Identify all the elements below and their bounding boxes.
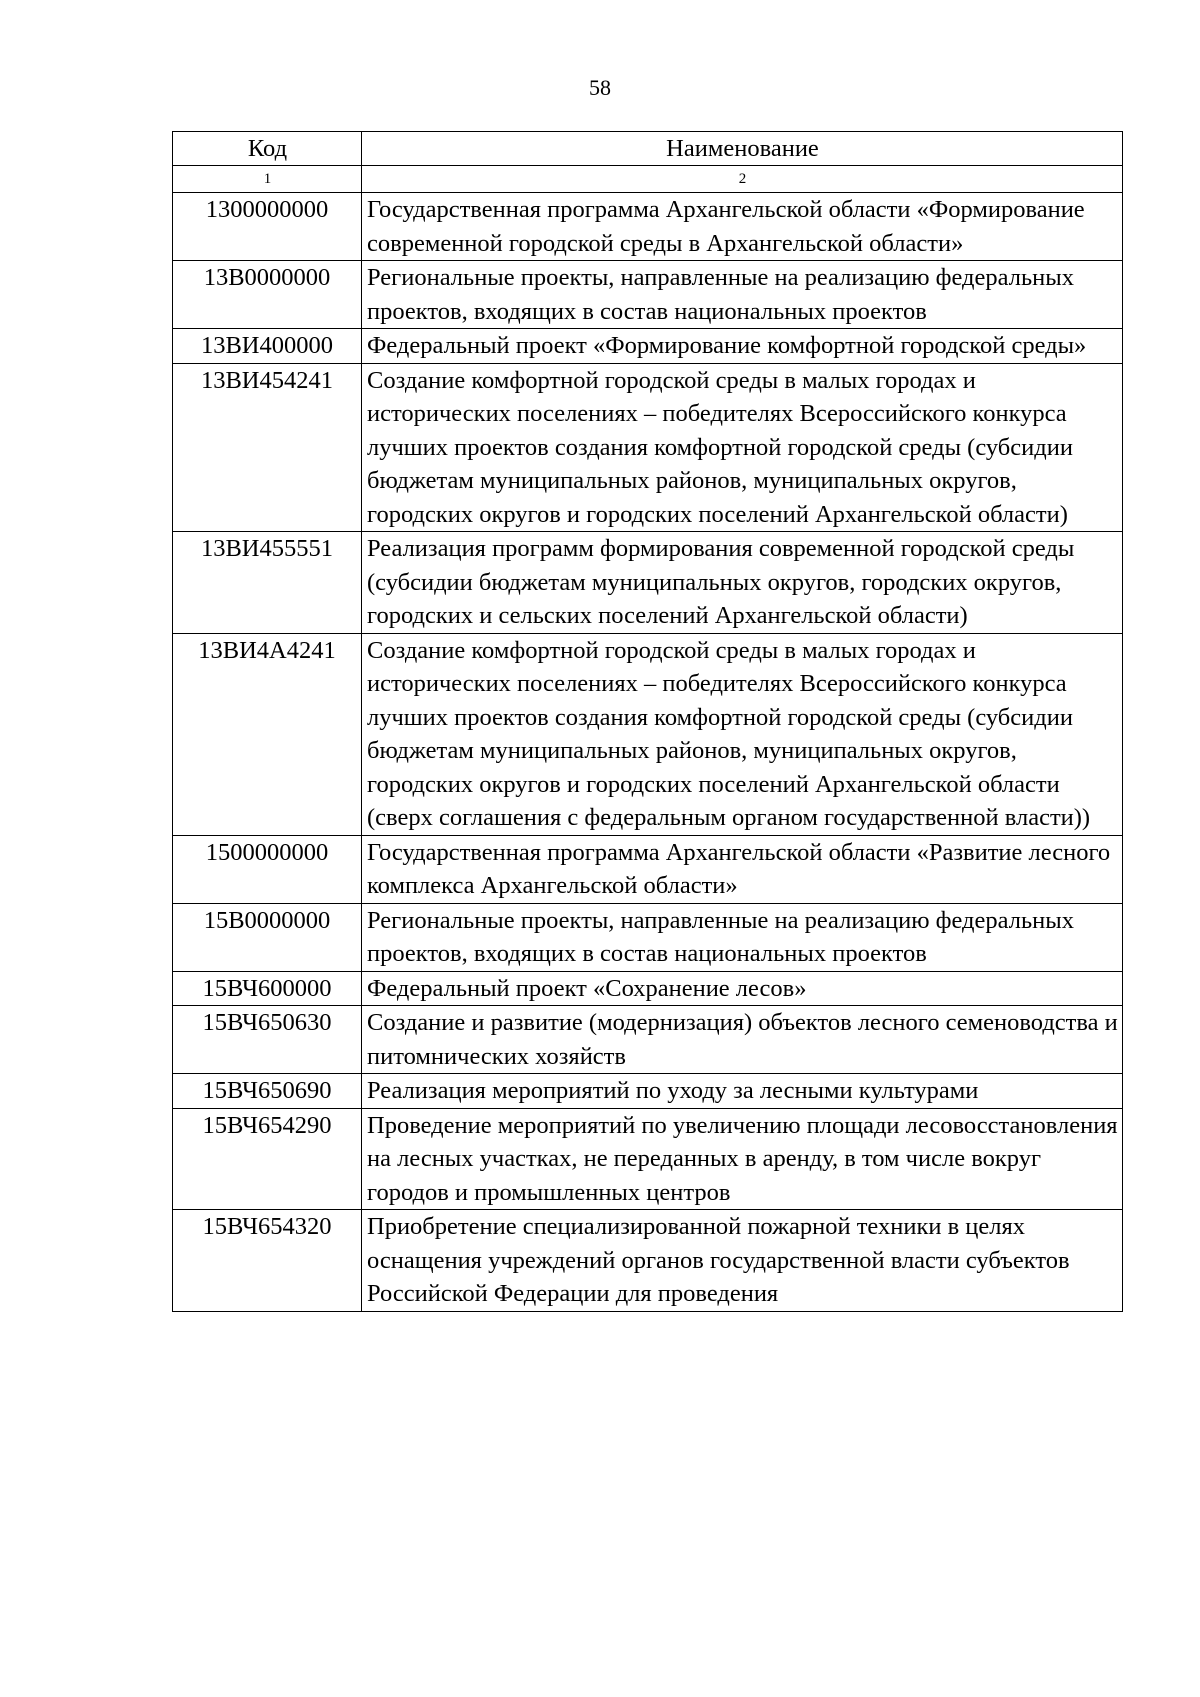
budget-code-table	[172, 131, 1123, 1312]
column-number-name: 2	[362, 166, 1123, 193]
column-number-code: 1	[173, 166, 362, 193]
row-name: Создание и развитие (модернизация) объектов лесного семеноводства и питомнических хозяйств	[362, 1006, 1123, 1074]
table-row	[173, 193, 1123, 261]
table-row	[173, 363, 1123, 532]
table-row	[173, 835, 1123, 903]
row-name: Государственная программа Архангельской области «Развитие лесного комплекса Архангельской области»	[362, 835, 1123, 903]
header-code: Код	[173, 132, 362, 166]
row-code: 13В0000000	[173, 261, 362, 329]
table-row	[173, 329, 1123, 364]
column-number-row	[173, 166, 1123, 193]
page-number: 58	[589, 75, 611, 100]
table-header-row	[173, 132, 1123, 166]
row-name: Проведение мероприятий по увеличению площади лесовосстановления на лесных участках, не переданных в аренду, в том числе вокруг городов и промышленных центров	[362, 1108, 1123, 1210]
row-code: 15ВЧ650690	[173, 1074, 362, 1109]
row-name: Приобретение специализированной пожарной техники в целях оснащения учреждений органов государственной власти субъектов Российской Федерации для проведения	[362, 1210, 1123, 1312]
row-name: Федеральный проект «Сохранение лесов»	[362, 971, 1123, 1006]
row-code: 1300000000	[173, 193, 362, 261]
table-row	[173, 261, 1123, 329]
row-code: 15ВЧ654290	[173, 1108, 362, 1210]
row-name: Создание комфортной городской среды в малых городах и исторических поселениях – победителях Всероссийского конкурса лучших проектов создания комфортной городской среды (субсидии бюджетам муниципальных районов, муниципальных округов, городских округов и городских поселений Архангельской области (сверх соглашения с федеральным органом государственной власти))	[362, 633, 1123, 835]
table-row	[173, 1006, 1123, 1074]
table-row	[173, 633, 1123, 835]
row-name: Региональные проекты, направленные на реализацию федеральных проектов, входящих в состав национальных проектов	[362, 261, 1123, 329]
row-name: Реализация программ формирования современной городской среды (субсидии бюджетам муниципальных округов, городских округов, городских и сельских поселений Архангельской области)	[362, 532, 1123, 634]
row-code: 13ВИ454241	[173, 363, 362, 532]
row-code: 13ВИ400000	[173, 329, 362, 364]
row-code: 1500000000	[173, 835, 362, 903]
row-code: 15ВЧ650630	[173, 1006, 362, 1074]
row-name: Реализация мероприятий по уходу за лесными культурами	[362, 1074, 1123, 1109]
table-row	[173, 1210, 1123, 1312]
table-row	[173, 971, 1123, 1006]
table-row	[173, 532, 1123, 634]
row-name: Региональные проекты, направленные на реализацию федеральных проектов, входящих в состав национальных проектов	[362, 903, 1123, 971]
table-row	[173, 1074, 1123, 1109]
row-code: 13ВИ4А4241	[173, 633, 362, 835]
row-name: Федеральный проект «Формирование комфортной городской среды»	[362, 329, 1123, 364]
table-row	[173, 1108, 1123, 1210]
row-name: Создание комфортной городской среды в малых городах и исторических поселениях – победителях Всероссийского конкурса лучших проектов создания комфортной городской среды (субсидии бюджетам муниципальных районов, муниципальных округов, городских округов и городских поселений Архангельской области)	[362, 363, 1123, 532]
row-code: 15ВЧ600000	[173, 971, 362, 1006]
row-code: 15ВЧ654320	[173, 1210, 362, 1312]
table-row	[173, 903, 1123, 971]
header-name: Наименование	[362, 132, 1123, 166]
row-name: Государственная программа Архангельской области «Формирование современной городской среды в Архангельской области»	[362, 193, 1123, 261]
row-code: 15В0000000	[173, 903, 362, 971]
row-code: 13ВИ455551	[173, 532, 362, 634]
